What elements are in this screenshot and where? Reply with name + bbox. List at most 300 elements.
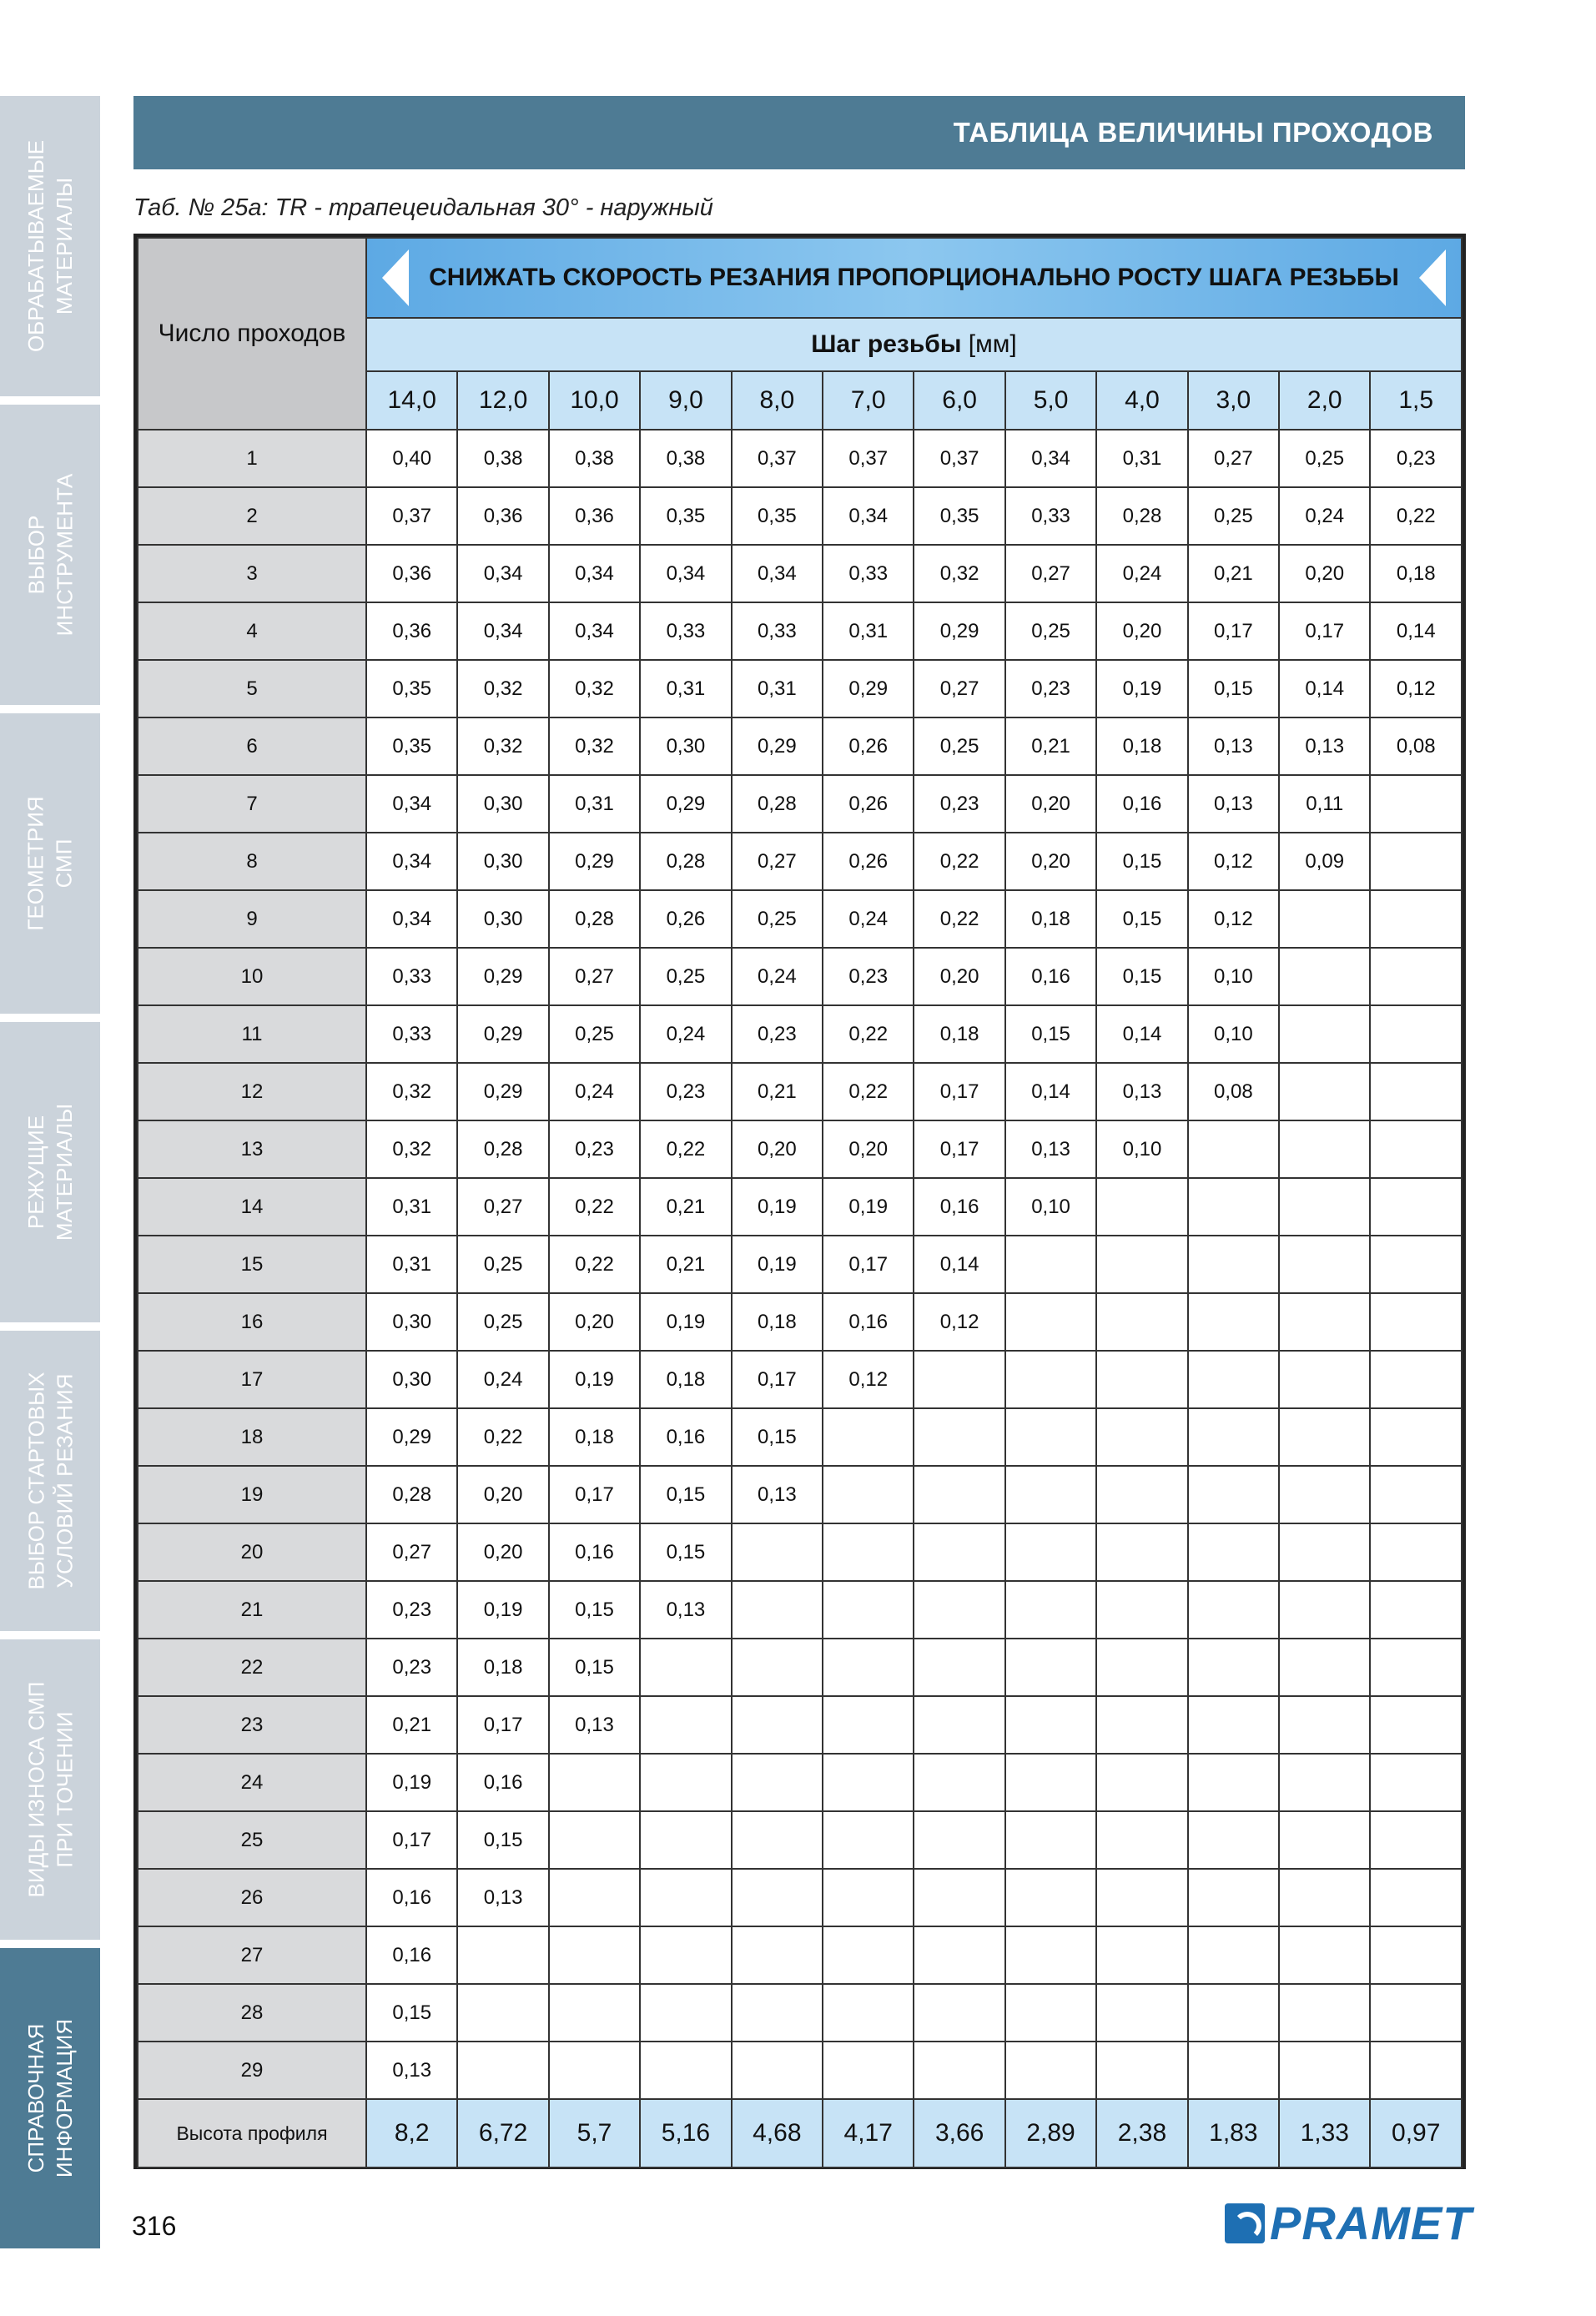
value-cell — [549, 1926, 640, 1984]
value-cell: 0,34 — [732, 545, 823, 602]
value-cell: 0,14 — [914, 1236, 1004, 1293]
value-cell: 0,38 — [640, 430, 731, 487]
value-cell: 0,15 — [366, 1984, 457, 2042]
pass-number-cell: 13 — [138, 1120, 366, 1178]
pass-number-cell: 21 — [138, 1581, 366, 1639]
profile-height-cell: 3,66 — [914, 2099, 1004, 2167]
table-row — [138, 1178, 1462, 1236]
value-cell — [1279, 1581, 1370, 1639]
value-cell — [1005, 1293, 1096, 1351]
value-cell — [1279, 1120, 1370, 1178]
value-cell — [1005, 1351, 1096, 1408]
pitch-label: Шаг резьбы — [811, 330, 962, 358]
value-cell: 0,19 — [366, 1754, 457, 1811]
pass-number-cell: 25 — [138, 1811, 366, 1869]
value-cell: 0,30 — [457, 833, 548, 890]
logo-mark-icon — [1225, 2203, 1265, 2243]
value-cell: 0,19 — [823, 1178, 914, 1236]
table-row — [138, 1869, 1462, 1926]
value-cell: 0,13 — [1188, 775, 1279, 833]
value-cell — [1005, 1926, 1096, 1984]
value-cell — [1096, 1926, 1187, 1984]
value-cell: 0,13 — [1005, 1120, 1096, 1178]
value-cell: 0,10 — [1188, 948, 1279, 1005]
value-cell: 0,16 — [366, 1869, 457, 1926]
value-cell: 0,24 — [549, 1063, 640, 1120]
value-cell: 0,24 — [1096, 545, 1187, 602]
value-cell — [914, 1408, 1004, 1466]
value-cell — [640, 1639, 731, 1696]
table-row — [138, 1984, 1462, 2042]
value-cell — [1370, 1351, 1462, 1408]
value-cell — [1188, 1236, 1279, 1293]
value-cell: 0,20 — [1096, 602, 1187, 660]
value-cell: 0,18 — [732, 1293, 823, 1351]
value-cell: 0,22 — [457, 1408, 548, 1466]
value-cell: 0,28 — [549, 890, 640, 948]
value-cell — [1370, 1696, 1462, 1754]
value-cell — [1370, 1811, 1462, 1869]
value-cell: 0,22 — [1370, 487, 1462, 545]
side-tab-label — [22, 2019, 78, 2178]
value-cell: 0,28 — [640, 833, 731, 890]
value-cell — [823, 1754, 914, 1811]
value-cell — [1279, 1063, 1370, 1120]
value-cell: 0,24 — [1279, 487, 1370, 545]
value-cell — [1279, 1926, 1370, 1984]
value-cell — [1279, 1523, 1370, 1581]
value-cell — [914, 1581, 1004, 1639]
side-tab-6[interactable] — [0, 1639, 100, 1940]
value-cell: 0,23 — [823, 948, 914, 1005]
value-cell: 0,24 — [640, 1005, 731, 1063]
value-cell — [914, 1926, 1004, 1984]
value-cell — [823, 1926, 914, 1984]
value-cell: 0,35 — [366, 660, 457, 717]
value-cell: 0,16 — [366, 1926, 457, 1984]
value-cell — [1279, 2042, 1370, 2099]
value-cell: 0,15 — [640, 1523, 731, 1581]
pass-number-cell: 5 — [138, 660, 366, 717]
value-cell — [640, 1696, 731, 1754]
value-cell: 0,40 — [366, 430, 457, 487]
value-cell: 0,15 — [457, 1811, 548, 1869]
value-cell — [1370, 1120, 1462, 1178]
value-cell — [1370, 1466, 1462, 1523]
table-row — [138, 717, 1462, 775]
value-cell: 0,34 — [457, 602, 548, 660]
value-cell: 0,22 — [914, 833, 1004, 890]
profile-height-cell: 4,17 — [823, 2099, 914, 2167]
value-cell — [1188, 1696, 1279, 1754]
value-cell — [1370, 1236, 1462, 1293]
value-cell — [823, 1869, 914, 1926]
profile-height-cell: 8,2 — [366, 2099, 457, 2167]
value-cell: 0,34 — [549, 602, 640, 660]
value-cell — [914, 1811, 1004, 1869]
value-cell: 0,19 — [1096, 660, 1187, 717]
pass-number-cell: 26 — [138, 1869, 366, 1926]
value-cell: 0,09 — [1279, 833, 1370, 890]
pitch-header-cell: 3,0 — [1188, 371, 1279, 430]
value-cell — [732, 1696, 823, 1754]
table-row — [138, 1754, 1462, 1811]
value-cell — [1370, 1293, 1462, 1351]
value-cell: 0,20 — [549, 1293, 640, 1351]
value-cell: 0,15 — [1096, 890, 1187, 948]
value-cell: 0,13 — [366, 2042, 457, 2099]
value-cell: 0,30 — [457, 890, 548, 948]
value-cell — [1188, 1581, 1279, 1639]
value-cell — [1188, 1984, 1279, 2042]
value-cell — [1370, 1754, 1462, 1811]
value-cell: 0,25 — [1005, 602, 1096, 660]
value-cell: 0,28 — [732, 775, 823, 833]
page-header — [133, 96, 1465, 169]
value-cell — [1279, 948, 1370, 1005]
value-cell: 0,25 — [549, 1005, 640, 1063]
side-tab-label-line: ОБРАБАТЫВАЕМЫЕ — [23, 139, 49, 353]
side-tab-5[interactable] — [0, 1331, 100, 1631]
table-row — [138, 890, 1462, 948]
value-cell — [1370, 1178, 1462, 1236]
value-cell: 0,15 — [1096, 833, 1187, 890]
value-cell — [823, 1811, 914, 1869]
table-row — [138, 1408, 1462, 1466]
side-tab-1[interactable] — [0, 96, 100, 396]
value-cell — [914, 1639, 1004, 1696]
profile-height-cell: 2,38 — [1096, 2099, 1187, 2167]
value-cell — [549, 1811, 640, 1869]
value-cell — [1188, 2042, 1279, 2099]
table-row — [138, 948, 1462, 1005]
side-tab-label-line: ГЕОМЕТРИЯ — [23, 796, 48, 931]
value-cell: 0,37 — [823, 430, 914, 487]
value-cell — [549, 1869, 640, 1926]
value-cell — [1096, 1178, 1187, 1236]
value-cell: 0,15 — [1188, 660, 1279, 717]
value-cell — [640, 1984, 731, 2042]
value-cell: 0,13 — [640, 1581, 731, 1639]
pass-number-cell: 6 — [138, 717, 366, 775]
value-cell: 0,27 — [914, 660, 1004, 717]
value-cell: 0,15 — [549, 1639, 640, 1696]
value-cell: 0,37 — [914, 430, 1004, 487]
value-cell: 0,16 — [914, 1178, 1004, 1236]
value-cell — [1370, 775, 1462, 833]
pitch-header-cell: 5,0 — [1005, 371, 1096, 430]
value-cell: 0,25 — [732, 890, 823, 948]
value-cell: 0,11 — [1279, 775, 1370, 833]
value-cell: 0,22 — [640, 1120, 731, 1178]
value-cell — [1188, 1754, 1279, 1811]
value-cell: 0,26 — [823, 775, 914, 833]
value-cell: 0,24 — [457, 1351, 548, 1408]
value-cell: 0,12 — [823, 1351, 914, 1408]
value-cell — [823, 1408, 914, 1466]
value-cell: 0,08 — [1370, 717, 1462, 775]
pitch-header-cell: 8,0 — [732, 371, 823, 430]
pitch-header-cell: 2,0 — [1279, 371, 1370, 430]
profile-height-cell: 5,16 — [640, 2099, 731, 2167]
value-cell — [732, 1926, 823, 1984]
value-cell: 0,20 — [1279, 545, 1370, 602]
value-cell: 0,27 — [457, 1178, 548, 1236]
value-cell — [1005, 1581, 1096, 1639]
pass-number-cell: 10 — [138, 948, 366, 1005]
value-cell — [640, 1811, 731, 1869]
value-cell: 0,33 — [732, 602, 823, 660]
value-cell: 0,17 — [1279, 602, 1370, 660]
side-tab-label-line: ВИДЫ ИЗНОСА СМП — [23, 1681, 48, 1898]
value-cell: 0,36 — [457, 487, 548, 545]
side-tab-label-line: ИНФОРМАЦИЯ — [52, 2018, 78, 2178]
value-cell: 0,12 — [914, 1293, 1004, 1351]
side-tab-label-line: ПРИ ТОЧЕНИИ — [52, 1711, 77, 1868]
value-cell — [914, 1754, 1004, 1811]
arrow-left-icon — [1419, 249, 1446, 306]
table-caption: Таб. № 25а: TR - трапецеидальная 30° - наружный — [133, 194, 713, 221]
value-cell — [1370, 1926, 1462, 1984]
value-cell: 0,32 — [914, 545, 1004, 602]
table-row — [138, 1120, 1462, 1178]
value-cell — [823, 2042, 914, 2099]
value-cell: 0,18 — [1005, 890, 1096, 948]
value-cell — [1096, 1581, 1187, 1639]
value-cell: 0,20 — [1005, 833, 1096, 890]
value-cell — [823, 1984, 914, 2042]
side-tab-label — [22, 1104, 78, 1241]
side-tab-label — [22, 796, 78, 930]
table-row — [138, 1639, 1462, 1696]
value-cell — [1005, 2042, 1096, 2099]
value-cell: 0,28 — [366, 1466, 457, 1523]
value-cell: 0,18 — [1096, 717, 1187, 775]
value-cell — [1005, 1466, 1096, 1523]
value-cell — [549, 2042, 640, 2099]
value-cell: 0,20 — [823, 1120, 914, 1178]
value-cell — [1370, 1639, 1462, 1696]
pass-number-cell: 1 — [138, 430, 366, 487]
value-cell — [1188, 1926, 1279, 1984]
value-cell: 0,16 — [823, 1293, 914, 1351]
value-cell: 0,15 — [732, 1408, 823, 1466]
side-tab-4[interactable] — [0, 1022, 100, 1322]
value-cell: 0,18 — [457, 1639, 548, 1696]
pass-number-cell: 17 — [138, 1351, 366, 1408]
value-cell — [823, 1639, 914, 1696]
value-cell — [732, 1523, 823, 1581]
table-row — [138, 1293, 1462, 1351]
value-cell: 0,21 — [732, 1063, 823, 1120]
value-cell: 0,13 — [457, 1869, 548, 1926]
value-cell — [549, 1754, 640, 1811]
value-cell — [1096, 1408, 1187, 1466]
table-row — [138, 1005, 1462, 1063]
value-cell: 0,18 — [549, 1408, 640, 1466]
value-cell: 0,18 — [1370, 545, 1462, 602]
value-cell — [1096, 1984, 1187, 2042]
value-cell: 0,15 — [1096, 948, 1187, 1005]
value-cell — [1096, 1293, 1187, 1351]
pass-number-cell: 3 — [138, 545, 366, 602]
arrow-left-icon — [382, 249, 409, 306]
value-cell: 0,18 — [914, 1005, 1004, 1063]
value-cell: 0,21 — [1188, 545, 1279, 602]
value-cell: 0,10 — [1096, 1120, 1187, 1178]
value-cell: 0,32 — [366, 1120, 457, 1178]
value-cell — [1188, 1811, 1279, 1869]
value-cell: 0,20 — [1005, 775, 1096, 833]
value-cell: 0,19 — [457, 1581, 548, 1639]
pass-number-cell: 8 — [138, 833, 366, 890]
value-cell: 0,33 — [1005, 487, 1096, 545]
value-cell: 0,29 — [366, 1408, 457, 1466]
value-cell: 0,13 — [1279, 717, 1370, 775]
table-row — [138, 1466, 1462, 1523]
value-cell — [1279, 1178, 1370, 1236]
value-cell — [1370, 1984, 1462, 2042]
value-cell: 0,34 — [1005, 430, 1096, 487]
value-cell — [1279, 1869, 1370, 1926]
value-cell — [914, 1466, 1004, 1523]
value-cell: 0,23 — [1370, 430, 1462, 487]
value-cell: 0,29 — [914, 602, 1004, 660]
value-cell — [1370, 2042, 1462, 2099]
value-cell: 0,14 — [1005, 1063, 1096, 1120]
pitch-header — [366, 318, 1462, 371]
value-cell — [1188, 1351, 1279, 1408]
value-cell: 0,35 — [366, 717, 457, 775]
value-cell: 0,38 — [457, 430, 548, 487]
value-cell — [457, 1926, 548, 1984]
value-cell: 0,17 — [914, 1063, 1004, 1120]
value-cell: 0,34 — [457, 545, 548, 602]
side-tab-3[interactable] — [0, 713, 100, 1014]
value-cell: 0,20 — [457, 1466, 548, 1523]
value-cell: 0,36 — [366, 602, 457, 660]
value-cell: 0,32 — [366, 1063, 457, 1120]
value-cell — [823, 1466, 914, 1523]
table-row — [138, 1063, 1462, 1120]
value-cell: 0,17 — [1188, 602, 1279, 660]
value-cell: 0,29 — [823, 660, 914, 717]
value-cell: 0,27 — [732, 833, 823, 890]
value-cell — [1188, 1869, 1279, 1926]
value-cell: 0,35 — [732, 487, 823, 545]
value-cell: 0,27 — [549, 948, 640, 1005]
value-cell: 0,25 — [1188, 487, 1279, 545]
value-cell — [1279, 890, 1370, 948]
value-cell: 0,34 — [366, 775, 457, 833]
value-cell: 0,25 — [457, 1293, 548, 1351]
value-cell — [1096, 2042, 1187, 2099]
value-cell: 0,25 — [640, 948, 731, 1005]
value-cell — [914, 2042, 1004, 2099]
value-cell: 0,15 — [1005, 1005, 1096, 1063]
value-cell — [823, 1523, 914, 1581]
side-tab-7[interactable] — [0, 1948, 100, 2248]
value-cell — [1370, 1063, 1462, 1120]
value-cell: 0,29 — [457, 1005, 548, 1063]
pitch-unit: [мм] — [968, 330, 1017, 358]
value-cell: 0,26 — [823, 717, 914, 775]
pass-number-cell: 11 — [138, 1005, 366, 1063]
value-cell: 0,22 — [549, 1236, 640, 1293]
value-cell: 0,23 — [1005, 660, 1096, 717]
value-cell: 0,16 — [1005, 948, 1096, 1005]
profile-height-cell: 6,72 — [457, 2099, 548, 2167]
speed-banner — [366, 238, 1462, 318]
pass-number-cell: 28 — [138, 1984, 366, 2042]
value-cell — [914, 1984, 1004, 2042]
value-cell — [1005, 1639, 1096, 1696]
table-row — [138, 833, 1462, 890]
pass-number-cell: 22 — [138, 1639, 366, 1696]
side-tab-2[interactable] — [0, 405, 100, 705]
value-cell — [1005, 1811, 1096, 1869]
value-cell: 0,21 — [1005, 717, 1096, 775]
value-cell: 0,28 — [1096, 487, 1187, 545]
value-cell — [1188, 1120, 1279, 1178]
value-cell: 0,17 — [366, 1811, 457, 1869]
value-cell — [1096, 1236, 1187, 1293]
value-cell: 0,27 — [1188, 430, 1279, 487]
value-cell: 0,13 — [1096, 1063, 1187, 1120]
value-cell — [1005, 1869, 1096, 1926]
profile-height-cell: 2,89 — [1005, 2099, 1096, 2167]
side-tab-label — [22, 1372, 78, 1589]
value-cell — [1279, 1639, 1370, 1696]
pass-number-cell: 2 — [138, 487, 366, 545]
value-cell — [732, 2042, 823, 2099]
value-cell — [1096, 1696, 1187, 1754]
value-cell — [1188, 1408, 1279, 1466]
value-cell — [914, 1351, 1004, 1408]
value-cell — [1096, 1754, 1187, 1811]
value-cell — [1096, 1351, 1187, 1408]
value-cell: 0,19 — [732, 1236, 823, 1293]
table-row — [138, 1236, 1462, 1293]
pitch-header-cell: 9,0 — [640, 371, 731, 430]
value-cell — [457, 2042, 548, 2099]
value-cell: 0,26 — [640, 890, 731, 948]
value-cell: 0,31 — [732, 660, 823, 717]
value-cell: 0,08 — [1188, 1063, 1279, 1120]
table-row — [138, 1351, 1462, 1408]
value-cell — [1279, 1236, 1370, 1293]
value-cell: 0,17 — [457, 1696, 548, 1754]
pass-number-cell: 29 — [138, 2042, 366, 2099]
value-cell — [457, 1984, 548, 2042]
passes-table — [133, 234, 1466, 2169]
value-cell — [1279, 1005, 1370, 1063]
value-cell: 0,34 — [366, 890, 457, 948]
value-cell — [1279, 1351, 1370, 1408]
value-cell — [1370, 1408, 1462, 1466]
value-cell: 0,17 — [549, 1466, 640, 1523]
side-tab-label-line: УСЛОВИЙ РЕЗАНИЯ — [52, 1373, 78, 1588]
table-row — [138, 1696, 1462, 1754]
pass-number-cell: 15 — [138, 1236, 366, 1293]
value-cell: 0,12 — [1370, 660, 1462, 717]
value-cell — [1370, 1869, 1462, 1926]
pitch-header-cell: 6,0 — [914, 371, 1004, 430]
value-cell — [823, 1581, 914, 1639]
table-row — [138, 602, 1462, 660]
side-tab-label-line: СМП — [52, 838, 77, 889]
value-cell — [640, 1754, 731, 1811]
